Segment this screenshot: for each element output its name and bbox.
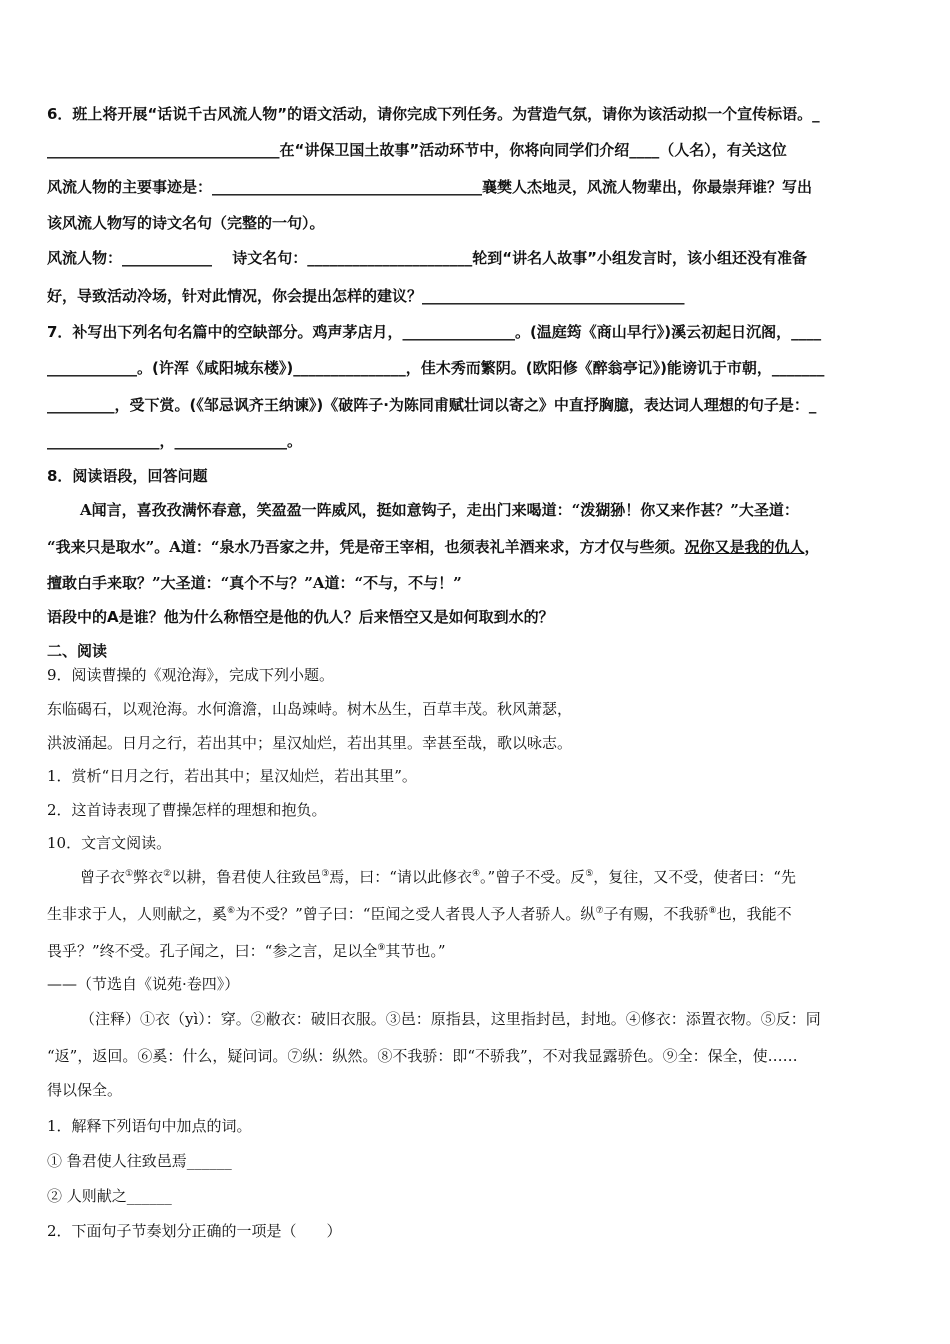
q6-line-4: 该风流人物写的诗文名句（完整的一句）。 [47,214,325,232]
q7-line-3: _________，受下赏。(《邹忌讽齐王纳谏》)《破阵子·为陈同甫赋壮词以寄之》中直抒胸臆，表达词人理想的句子是：_ [47,396,817,414]
q10-sub-1b: ② 人则献之______ [47,1187,172,1205]
q9-poem-line-1: 东临碣石，以观沧海。水何澹澹，山岛竦峙。树木丛生，百草丰茂。秋风萧瑟， [47,700,573,718]
q9-sub-1: 1．赏析“日月之行，若出其中；星汉灿烂，若出其里”。 [47,767,417,785]
note-ref-8: ⑧ [708,906,717,916]
q10-text-line-1 [80,867,796,887]
section-2-title: 二、阅读 [47,642,108,660]
note-ref-5: ⑤ [585,869,594,879]
q10-sub-1a: ① 鲁君使人往致邑焉______ [47,1152,232,1170]
q10-t1-c: 以耕，鲁君使人往致邑 [171,868,322,886]
q8-passage-line-3: 擅敢白手来取？”大圣道：“真个不与？”A道：“不与，不与！” [47,574,462,592]
q8-title: 8．阅读语段，回答问题 [47,467,208,485]
q10-t1-b: 弊衣 [133,868,164,886]
q10-title: 10．文言文阅读。 [47,834,172,852]
q10-t3-b: 其节也。” [385,942,446,960]
q7-line-2: ____________。(许浑《咸阳城东楼》)_______________，佳木秀而繁阴。(欧阳修《醉翁亭记》)能谤讥于市朝，_______ [47,359,825,377]
q10-text-line-2 [47,904,792,924]
q10-t2-b: 为不受？”曾子曰：“臣闻之受人者畏人予人者骄人。纵 [235,905,596,923]
q10-t1-e: 。”曾子不受。反 [480,868,586,886]
q9-sub-2: 2．这首诗表现了曹操怎样的理想和抱负。 [47,801,327,819]
q10-t3-a: 畏乎？”终不受。孔子闻之，曰：“参之言，足以全 [47,942,378,960]
q6-line-6: 好，导致活动冷场，针对此情况，你会提出怎样的建议？___________________________________ [47,287,685,305]
q10-t1-a: 曾子衣 [80,868,126,886]
note-ref-7: ⑦ [595,906,604,916]
q10-note-line-3: 得以保全。 [47,1081,123,1099]
q8-question: 语段中的A是谁？他为什么称悟空是他的仇人？后来悟空又是如何取到水的？ [47,608,554,626]
q10-source: ——（节选自《说苑·卷四》） [47,975,240,993]
q9-poem-line-2: 洪波涌起。日月之行，若出其中；星汉灿烂，若出其里。幸甚至哉，歌以咏志。 [47,734,573,752]
q10-note-line-2: “返”，返回。⑥奚：什么，疑问词。⑦纵：纵然。⑧不我骄：即“不骄我”，不对我显露骄色。⑨全：保全，使…… [47,1047,798,1065]
q6-line-2: _______________________________在“讲保卫国土故事”活动环节中，你将向同学们介绍____（人名），有关这位 [47,141,787,159]
q8-passage-comma: ， [804,538,820,556]
q10-t2-c: 子有赐，不我骄 [603,905,709,923]
q6-line-1: 6．班上将开展“话说千古风流人物”的语文活动，请你完成下列任务。为营造气氛，请你为该活动拟一个宣传标语。_ [47,105,820,123]
note-ref-3: ③ [321,869,330,879]
q8-passage-line-1: A闻言，喜孜孜满怀春意，笑盈盈一阵威风，挺如意钩子，走出门来喝道：“泼猢狲！你又来作甚？”大圣道： [80,501,799,519]
note-ref-1: ① [125,869,134,879]
q8-underlined-sentence: 况你又是我的仇人 [684,538,805,556]
q10-t2-a: 生非求于人，人则献之，奚 [47,905,228,923]
q8-passage-line-2 [47,537,820,557]
q10-t1-d: 焉，曰：“请以此修衣 [329,868,472,886]
q7-line-4: _______________，_______________。 [47,432,303,450]
q10-sub-1: 1．解释下列语句中加点的词。 [47,1117,252,1135]
note-ref-2: ② [163,869,172,879]
q10-t1-f: ，复往，又不受，使者曰：“先 [593,868,796,886]
q6-line-5: 风流人物：____________ 诗文名句：______________________轮到“讲名人故事”小组发言时，该小组还没有准备 [47,249,807,267]
q9-title: 9．阅读曹操的《观沧海》，完成下列小题。 [47,666,335,684]
note-ref-9: ⑨ [377,943,386,953]
q8-passage-text: “我来只是取水”。A道：“泉水乃吾家之井，凭是帝王宰相，也须表礼羊酒来求，方才仅与些须。 [47,538,685,556]
note-ref-6: ⑥ [227,906,236,916]
q7-line-1: 7．补写出下列名句名篇中的空缺部分。鸡声茅店月，_______________。(温庭筠《商山早行》)溪云初起日沉阁，____ [47,323,822,341]
q6-line-3: 风流人物的主要事迹是：____________________________________襄樊人杰地灵，风流人物辈出，你最崇拜谁？写出 [47,178,813,196]
q10-sub-2: 2．下面句子节奏划分正确的一项是（ ） [47,1222,342,1240]
q10-note-line-1: （注释）①衣（yì）：穿。②敝衣：破旧衣服。③邑：原指县，这里指封邑，封地。④修衣：添置衣物。⑤反：同 [80,1010,821,1028]
note-ref-4: ④ [471,869,481,879]
q10-text-line-3 [47,941,446,961]
q10-t2-d: 也，我能不 [716,905,792,923]
